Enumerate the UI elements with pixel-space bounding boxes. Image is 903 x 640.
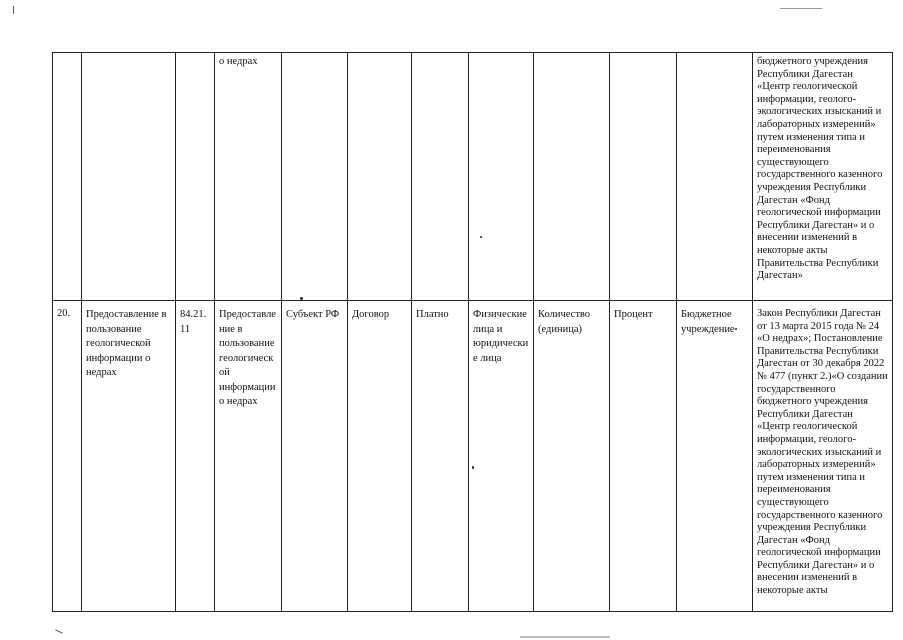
cell-provider: Бюджетное учреждение [677,301,753,612]
cell-recipients: Физические лица и юридически е лица [469,301,534,612]
cell-indicator: Процент [610,301,677,612]
cell-unit-empty [534,53,610,301]
cell-legal-acts-tail: бюджетного учреждения Республики Дагестан «Центр геологической информации, геолого-экологических изысканий и лабораторных измерений» путем изменения типа и переименования существующего государственного казенного учреждения Республики Дагестан «Фонд геологической информации Республики Дагестан» и о внесении изменений в некоторые акты Правительства Республики Дагестан» [753,53,893,301]
cell-authority-empty [282,53,348,301]
cell-recipients-empty [469,53,534,301]
cell-okved-code: 84.21. 11 [176,301,215,612]
cell-service-name: Предоставление в пользование геологической информации о недрах [82,301,176,612]
scan-dot-recipients-b [472,466,474,469]
cell-indicator-empty [610,53,677,301]
cell-payment: Платно [412,301,469,612]
scan-dot-provider [735,328,737,330]
scan-artifact-top-right [780,8,822,9]
scan-dot-divider [300,297,303,300]
cell-row-number: 20. [53,301,82,612]
cell-service-name-empty [82,53,176,301]
cell-unit: Количество (единица) [534,301,610,612]
services-registry-table [52,52,893,612]
cell-basis: Договор [348,301,412,612]
scan-dot-recipients-a [480,236,482,238]
table-row-20 [53,301,893,612]
scan-artifact-left [13,6,14,14]
cell-basis-empty [348,53,412,301]
cell-authority: Субъект РФ [282,301,348,612]
cell-payment-empty [412,53,469,301]
cell-service-content-tail: о недрах [215,53,282,301]
cell-legal-acts: Закон Республики Дагестан от 13 марта 2015 года № 24 «О недрах»; Постановление Правительства Республики Дагестан от 30 декабря 2022 № 477 (пункт 2.)«О создании государственного бюджетного учреждения Республики Дагестан «Центр геологической информации, геолого-экологических изысканий и лабораторных измерений» путем изменения типа и переименования существующего государственного казенного учреждения Республики Дагестан «Фонд геологической информации Республики Дагестан» и о внесении изменений в некоторые акты [753,301,893,612]
table-row-continued [53,53,893,301]
scan-artifact-bottom-center [520,636,610,638]
cell-provider-empty [677,53,753,301]
cell-service-content: Предоставле ние в пользование геологическ ой информации о недрах [215,301,282,612]
cell-number-empty [53,53,82,301]
cell-okved-empty [176,53,215,301]
scan-artifact-bottom-left [55,629,63,633]
